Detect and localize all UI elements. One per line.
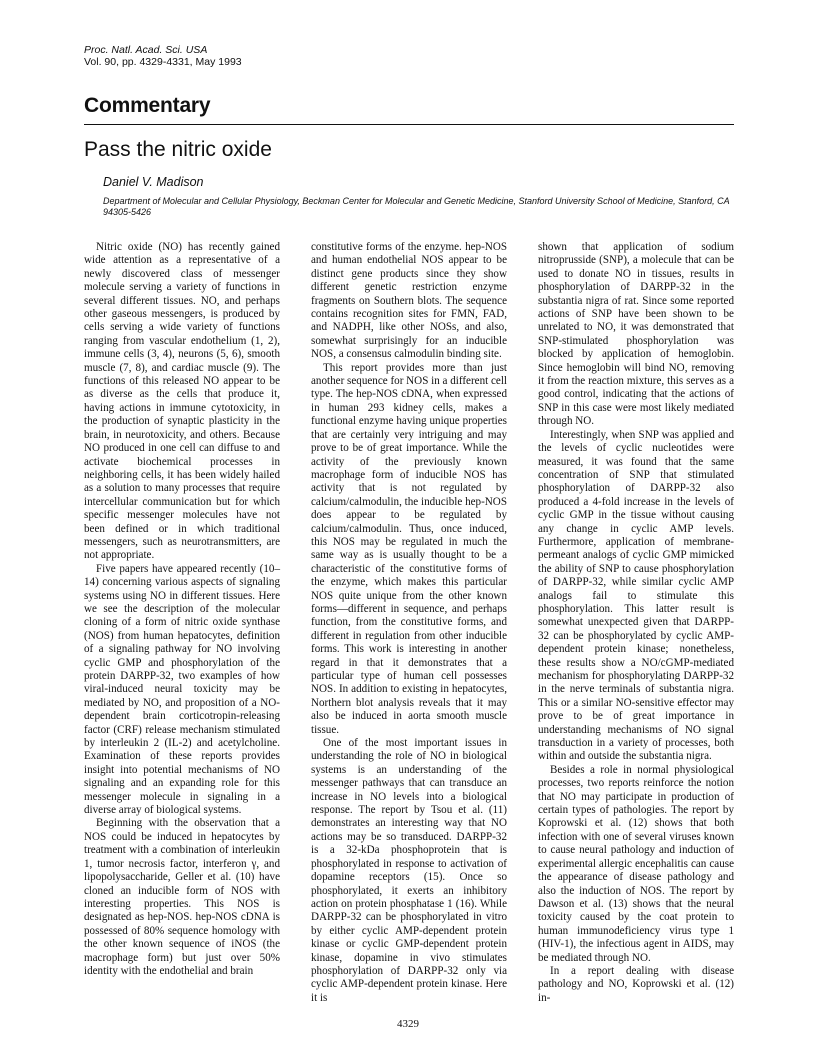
article-title: Pass the nitric oxide [84, 138, 272, 161]
paragraph: This report provides more than just another sequence for NOS in a different cell type. The hep-NOS cDNA, when expressed in human 293 kidney cells, makes a functional enzyme having unique properties that are certainly very intriguing and may prove to be of great importance. While the activity of the previously known macrophage form of inducible NOS has activity that is not regulated by calcium/calmodulin, the inducible hep-NOS does appear to be regulated by calcium/calmodulin. Thus, once induced, this NOS may be regulated in much the same way as is usually thought to be a characteristic of the constitutive forms of the enzyme, which makes this particular NOS quite unique from the other known forms—different in sequence, and perhaps function, from the constitutive forms, and different in regulation from other inducible forms. This work is interesting in another regard in that it demonstrates that a particular type of human cell possesses NOS. In addition to existing in hepatocytes, Northern blot analysis reveals that it may also be induced in aorta smooth muscle tissue. [311, 361, 508, 736]
section-rule [84, 124, 734, 125]
text-column-2 [311, 241, 507, 1005]
paragraph: Nitric oxide (NO) has recently gained wide attention as a representative of a newly discovered class of messenger molecule serving a variety of functions in several different tissues. NO, and perhaps other gaseous messengers, is produced by cells serving a wide variety of functions ranging from vascular endothelium (1, 2), immune cells (3, 4), neurons (5, 6), smooth muscle (7, 8), and cardiac muscle (9). The functions of this released NO appear to be as diverse as the cells that produce it, having actions in immune cytotoxicity, in the production of synaptic plasticity in the brain, in neurotoxicity, and others. Because NO produced in one cell can diffuse to and activate biochemical processes in neighboring cells, it has been widely hailed as a solution to many processes that require intercellular communication but for which specific messenger molecules have not been defined or in which traditional messengers, such as neurotransmitters, are not appropriate. [84, 241, 280, 562]
paragraph: Besides a role in normal physiological processes, two reports reinforce the notion that NO may participate in production of certain types of pathologies. The report by Koprowski et al. (12) shows that both infection with one of several viruses known to cause neural pathology and induction of experimental allergic encephalitis can cause the appearance of disease pathology and also the induction of NOS. The report by Dawson et al. (13) shows that the neural toxicity caused by the coat protein to human immunodeficiency virus type 1 (HIV-1), the infectious agent in AIDS, may be mediated through NO. [538, 763, 734, 964]
author-affiliation: Department of Molecular and Cellular Physiology, Beckman Center for Molecular and Genetic Medicine, Stanford University School of Medicine, Stanford, CA 94305-5426 [103, 196, 730, 217]
text-column-3 [538, 241, 734, 1005]
paragraph: Beginning with the observation that a NOS could be induced in hepatocytes by treatment with a combination of interleukin 1, tumor necrosis factor, interferon γ, and lipopolysaccharide, Geller et al. (10) have cloned an inducible form of NOS with interesting properties. This NOS is designated as hep-NOS. hep-NOS cDNA is possessed of 80% sequence homology with the other known sequence of iNOS (the macrophage form) but just over 50% identity with the endothelial and brain [84, 817, 280, 977]
volume-line: Vol. 90, pp. 4329-4331, May 1993 [84, 56, 242, 68]
author-name: Daniel V. Madison [103, 175, 204, 189]
page-number: 4329 [397, 1018, 419, 1030]
paragraph: Five papers have appeared recently (10–14) concerning various aspects of signaling systems using NO in different tissues. Here we see the description of the molecular cloning of a form of nitric oxide synthase (NOS) from human hepatocytes, definition of a signaling pathway for NO involving cyclic GMP and phosphorylation of the protein DARPP-32, two examples of how viral-induced neural toxicity may be mediated by NO, and proposition of a NO-dependent brain corticotropin-releasing factor (CRF) release mechanism stimulated by interleukin 2 (IL-2) and acetylcholine. Examination of these reports provides insight into potential mechanisms of NO signaling and an expanding role for this messenger molecule in signaling in a diverse array of biological systems. [84, 562, 280, 817]
journal-name: Proc. Natl. Acad. Sci. USA [84, 44, 208, 56]
journal-header [84, 44, 242, 68]
paragraph: One of the most important issues in understanding the role of NO in biological systems is an understanding of the messenger pathways that can transduce an increase in NO levels into a biological response. The report by Tsou et al. (11) demonstrates an interesting way that NO actions may be so transduced. DARPP-32 is a 32-kDa phosphoprotein that is phosphorylated in response to activation of dopamine receptors (15). Once so phosphorylated, it exerts an inhibitory action on protein phosphatase 1 (16). While DARPP-32 can be phosphorylated in vitro by either cyclic AMP-dependent protein kinase or cyclic GMP-dependent protein kinase, dopamine in vivo stimulates phosphorylation of DARPP-32 only via cyclic AMP-dependent protein kinase. Here it is [311, 737, 507, 1004]
paragraph: In a report dealing with disease pathology and NO, Koprowski et al. (12) in- [538, 964, 734, 1004]
section-label: Commentary [84, 94, 211, 117]
paragraph: Interestingly, when SNP was applied and the levels of cyclic nucleotides were measured, it was found that the same concentration of SNP that stimulated phosphorylation of DARPP-32 also produced a 4-fold increase in the levels of cyclic GMP in the tissue without causing any change in cyclic AMP levels. Furthermore, application of membrane-permeant analogs of cyclic GMP mimicked the ability of SNP to cause phosphorylation of DARPP-32, while similar cyclic AMP analogs fail to stimulate this phosphorylation. This latter result is somewhat unexpected given that DARPP-32 can be phosphorylated by cyclic AMP-dependent protein kinase; nonetheless, these results show a NO/cGMP-mediated mechanism for phosphorylating DARPP-32 in the nerve terminals of substantia nigra. This or a similar NO-sensitive effector may prove to be of great importance in understanding mechanisms of NO signal transduction in a variety of processes, both within and outside the substantia nigra. [538, 428, 734, 763]
paragraph: shown that application of sodium nitroprusside (SNP), a molecule that can be used to donate NO in tissues, results in phosphorylation of DARPP-32 in the substantia nigra of rat. Since some reported actions of SNP have been shown to be unrelated to NO, it was demonstrated that SNP-stimulated phosphorylation was blocked by application of hemoglobin. Since hemoglobin will bind NO, removing it from the reaction mixture, this serves as a good control, indicating that the actions of SNP in this case were most likely mediated through NO. [538, 241, 734, 428]
text-column-1 [84, 241, 280, 978]
paragraph: constitutive forms of the enzyme. hep-NOS and human endothelial NOS appear to be distinct gene products since they show different genetic restriction enzyme fragments on Southern blots. The sequence contains recognition sites for FMN, FAD, and NADPH, like other NOSs, and also, somewhat surprisingly for an inducible NOS, a consensus calmodulin binding site. [311, 241, 507, 361]
